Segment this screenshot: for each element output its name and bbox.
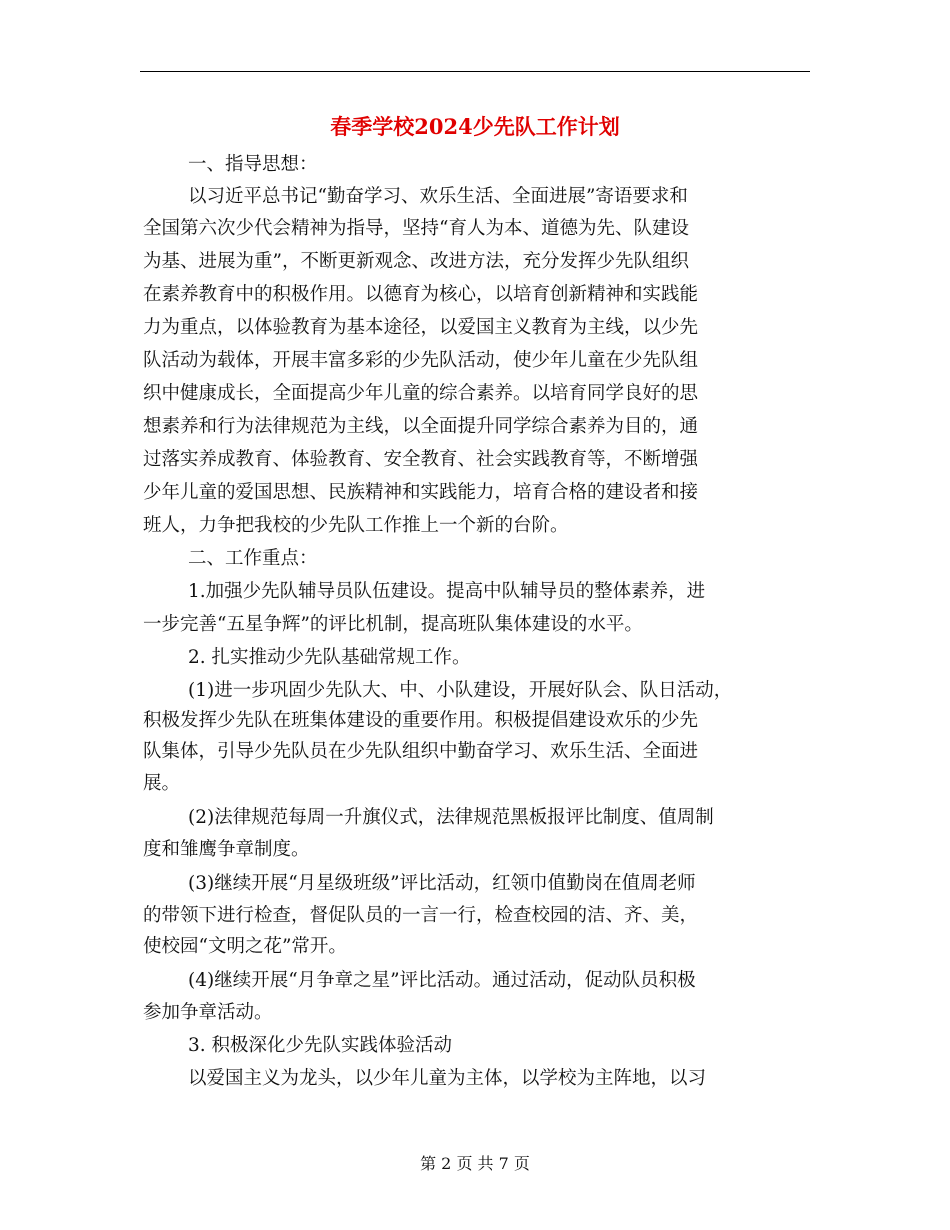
body-line: 的带领下进行检查，督促队员的一言一行，检查校园的洁、齐、美， xyxy=(143,905,699,926)
body-line: (1)进一步巩固少先队大、中、小队建设，开展好队会、队日活动， xyxy=(188,680,733,701)
header-rule xyxy=(140,71,810,72)
body-line: 积极发挥少先队在班集体建设的重要作用。积极提倡建设欢乐的少先 xyxy=(143,710,699,731)
body-line: 力为重点，以体验教育为基本途径，以爱国主义教育为主线，以少先 xyxy=(143,317,699,338)
body-line: 在素养教育中的积极作用。以德育为核心，以培育创新精神和实践能 xyxy=(143,284,699,305)
body-line: 使校园“文明之花”常开。 xyxy=(143,936,347,957)
body-line: 参加争章活动。 xyxy=(143,1002,273,1023)
page-number: 第 2 页 共 7 页 xyxy=(420,1154,530,1173)
body-line: (2)法律规范每周一升旗仪式，法律规范黑板报评比制度、值周制 xyxy=(188,807,714,828)
body-line: 以爱国主义为龙头，以少年儿童为主体，以学校为主阵地，以习 xyxy=(188,1068,707,1089)
body-line: 队活动为载体，开展丰富多彩的少先队活动，使少年儿童在少先队组 xyxy=(143,350,699,371)
document-title: 春季学校2024少先队工作计划 xyxy=(330,114,620,139)
body-line: 为基、进展为重”，不断更新观念、改进方法，充分发挥少先队组织 xyxy=(143,251,689,272)
body-line: 队集体，引导少先队员在少先队组织中勤奋学习、欢乐生活、全面进 xyxy=(143,741,699,762)
body-line: (4)继续开展“月争章之星”评比活动。通过活动，促动队员积极 xyxy=(188,970,696,991)
body-line: 度和雏鹰争章制度。 xyxy=(143,839,310,860)
body-line: 展。 xyxy=(143,773,181,794)
body-line: 以习近平总书记“勤奋学习、欢乐生活、全面进展”寄语要求和 xyxy=(188,186,688,207)
body-line: 全国第六次少代会精神为指导，坚持“育人为本、道德为先、队建设 xyxy=(143,218,689,239)
body-line: 1.加强少先队辅导员队伍建设。提高中队辅导员的整体素养，进 xyxy=(188,581,706,602)
body-line: 织中健康成长，全面提高少年儿童的综合素养。以培育同学良好的思 xyxy=(143,383,699,404)
body-line: 一步完善“五星争辉”的评比机制，提高班队集体建设的水平。 xyxy=(143,614,643,635)
body-line: (3)继续开展“月星级班级”评比活动，红领巾值勤岗在值周老师 xyxy=(188,873,696,894)
body-line: 班人，力争把我校的少先队工作推上一个新的台阶。 xyxy=(143,515,569,536)
body-line: 一、指导思想： xyxy=(188,154,318,175)
body-line: 过落实养成教育、体验教育、安全教育、社会实践教育等，不断增强 xyxy=(143,449,699,470)
body-line: 2. 扎实推动少先队基础常规工作。 xyxy=(188,647,471,668)
body-line: 二、工作重点： xyxy=(188,548,318,569)
body-line: 少年儿童的爱国思想、民族精神和实践能力，培育合格的建设者和接 xyxy=(143,482,699,503)
body-line: 想素养和行为法律规范为主线，以全面提升同学综合素养为目的，通 xyxy=(143,416,699,437)
body-line: 3. 积极深化少先队实践体验活动 xyxy=(188,1035,453,1056)
